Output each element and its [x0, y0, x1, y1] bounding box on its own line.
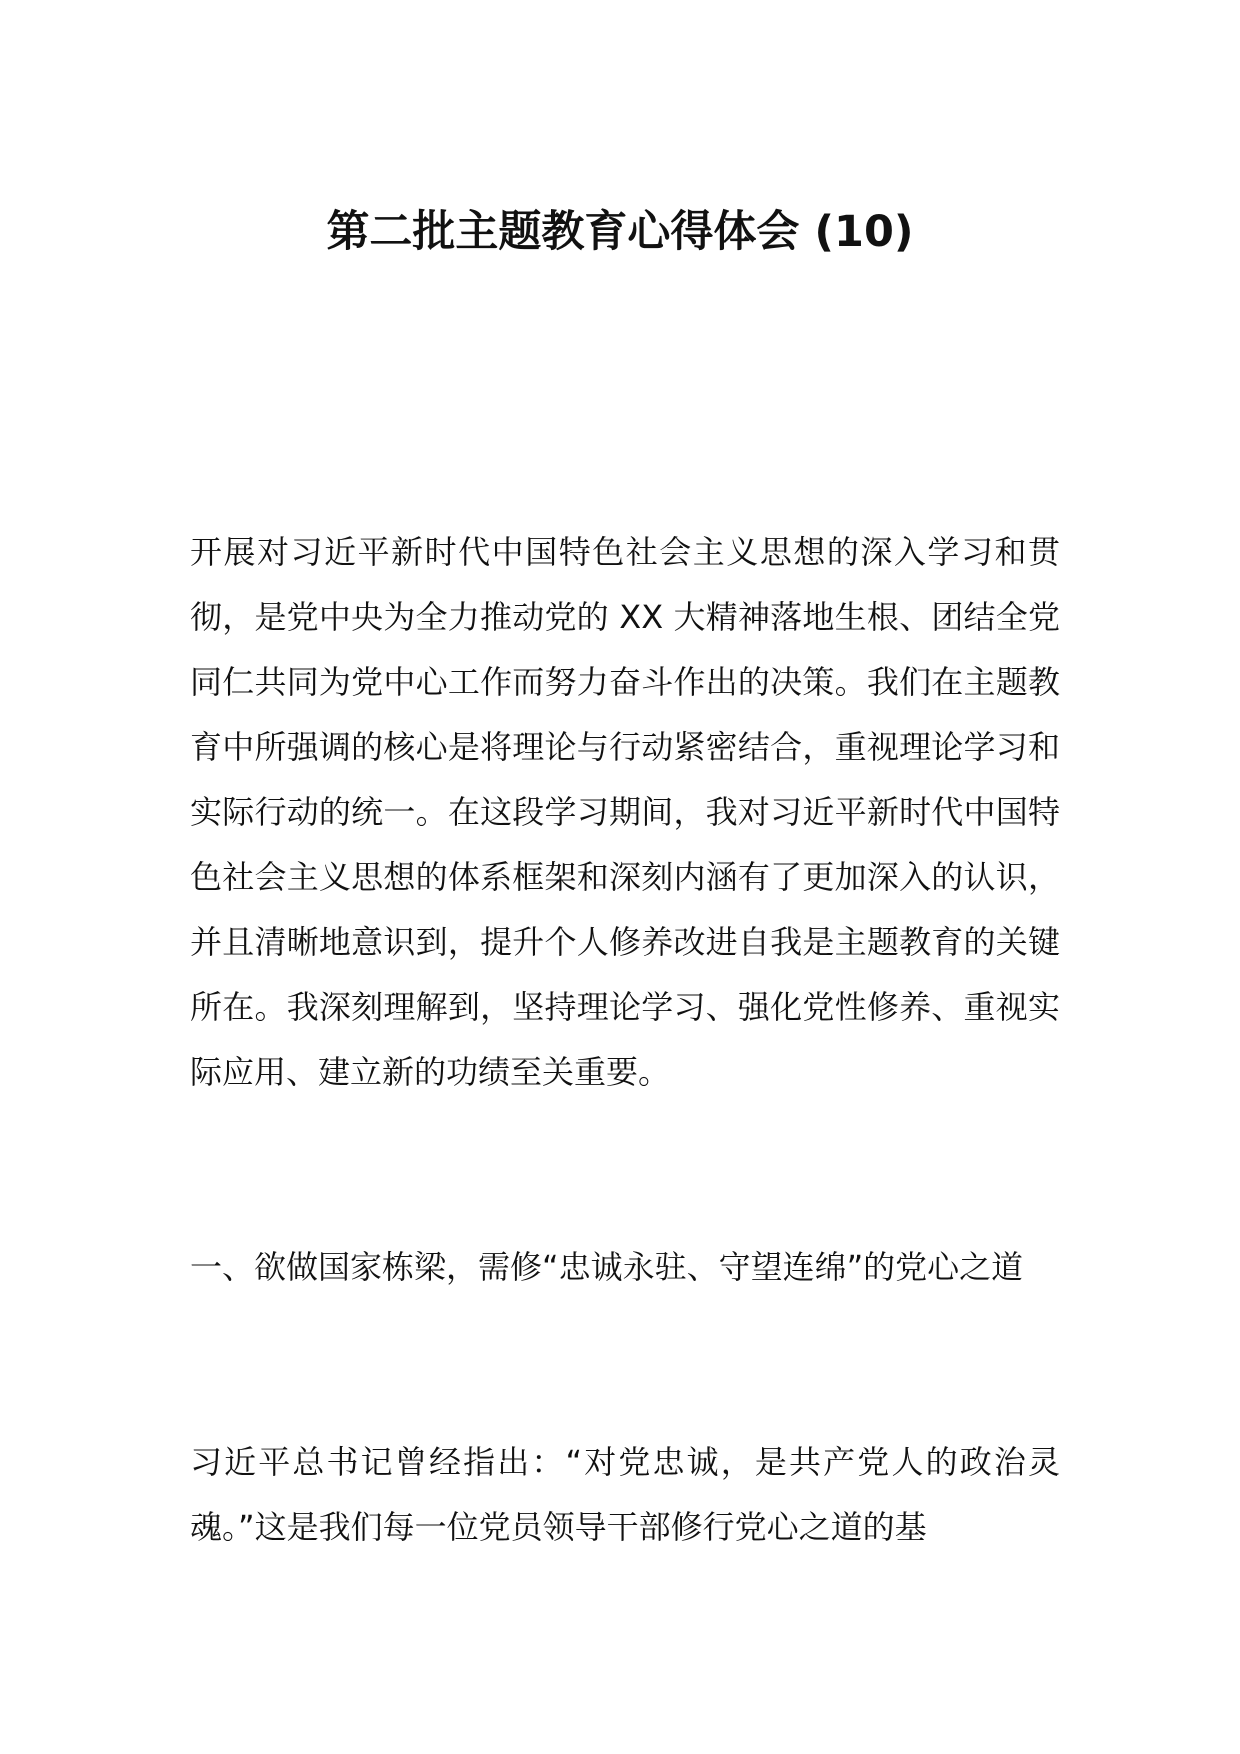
paragraph-intro: 开展对习近平新时代中国特色社会主义思想的深入学习和贯彻，是党中央为全力推动党的 XX 大精神落地生根、团结全党同仁共同为党中心工作而努力奋斗作出的决策。我们在主题教育中所强调的核心是将理论与行动紧密结合，重视理论学习和实际行动的统一。在这段学习期间，我对习近平新时代中国特色社会主义思想的体系框架和深刻内涵有了更加深入的认识，并且清晰地意识到，提升个人修养改进自我是主题教育的关键所在。我深刻理解到，坚持理论学习、强化党性修养、重视实际应用、建立新的功绩至关重要。 [190, 533, 1060, 1091]
document-title: 第二批主题教育心得体会 (10) [326, 207, 914, 257]
paragraph-loyalty: 习近平总书记曾经指出：“对党忠诚，是共产党人的政治灵魂。”这是我们每一位党员领导干部修行党心之道的基 [190, 1443, 1060, 1546]
section-heading-1: 一、欲做国家栋梁，需修“忠诚永驻、守望连绵”的党心之道 [190, 1248, 1024, 1286]
